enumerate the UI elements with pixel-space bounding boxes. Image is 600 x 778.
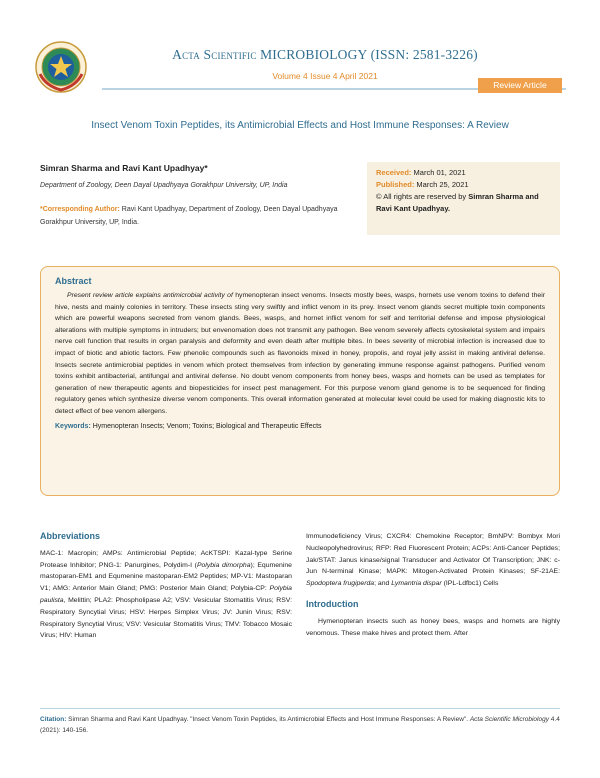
left-column: [40, 531, 292, 642]
corresponding-author: [40, 203, 360, 229]
published-value: March 25, 2021: [414, 180, 469, 189]
abbr-cont-c: (IPL-Ldfbc1) Cells: [441, 580, 499, 588]
abbr-part-c: , Melittin; PLA2: Phospholipase A2; VSV: Vesicular Stomatitis Virus; RSV: Respiratory Syncytial Virus; HSV: Herpes Simplex Virus; JV: Junin Virus; RSV: Respiratory Syncytial Virus; VSV: Vesicular Stomatitis Virus; TMV: Tobacco Mosaic Virus; HIV: Human: [40, 596, 292, 640]
article-dates-box: [367, 162, 560, 235]
author-affiliation: Department of Zoology, Deen Dayal Upadhyaya Gorakhpur University, UP, India: [40, 182, 288, 189]
copyright-holder: Simran Sharma and Ravi Kant Upadhyay.: [376, 192, 539, 213]
abbr-cont-b: ; and: [374, 580, 392, 588]
article-type-badge: Review Article: [478, 78, 562, 93]
abstract-body: hymenopteran insect venoms. Insects mostly bees, wasps, hornets use venom toxins to defend their hive, nests and mainly colonies in territory. These insects sting very swiftly and inflict venom in its prey. Insect venom glands secret multiple toxin components which are powerful weapons secreted from venom glands. Bees, wasps, and hornet inflict venom for self and territorial defense and impose physiological alterations with multiple symptoms in intruders; but envenomation does not transmit any pathogen. Bee venom severely affects cytoskeletal system and impairs nerve cell function that results in organ paralysis and deformity and even death after multiple bites. In bees severity of microbial infection is increased due to impact of biotic and abiotic factors. Few phenolic compounds such as flavonoids mixed in honey, propolis, and royal jelly assist in making antiviral defense. Insects secrete antimicrobial peptides in venom which protect themselves from infection by generating immune response against pathogens. Purified venom toxins exhibit antibacterial, antifungal and antiviral defense. No doubt venom components from honey bees, wasps and hornets can be used as templates for generation of new therapeutic agents and biopesticides for insect pest management. For this purpose venom gland genome is to be sequenced for finding regulatory genes which synthesize diverse venom components. This overall information generated at molecular level could be used for making diagnostic kits to detect effect of bee venom allergens.: [55, 292, 545, 415]
citation: [40, 714, 560, 736]
abbr-part-a: MAC-1: Macropin; AMPs: Antimicrobial Peptide; AcKTSPI: Kazal-type Serine Protease Inhibitor; PNG-1: Panurgines, Polydim-I (: [40, 549, 292, 569]
citation-tail: 4.4 (2021): 140-156.: [40, 716, 560, 734]
abbreviations-text: [40, 548, 292, 642]
journal-title: Acta Scientific MICROBIOLOGY (ISSN: 2581-3226): [172, 47, 478, 62]
keywords-value: Hymenopteran Insects; Venom; Toxins; Biological and Therapeutic Effects: [90, 422, 322, 430]
citation-text: Simran Sharma and Ravi Kant Upadhyay. "Insect Venom Toxin Peptides, its Antimicrobial Effects and Host Immune Responses: A Review".: [66, 716, 470, 723]
abbr-cont-a: Immunodeficiency Virus; CXCR4: Chemokine Receptor; BmNPV: Bombyx Mori Nucleopolyhedrovirus; RFP: Red Fluorescent Protein; ACPs: Anti-Cancer Peptides; Jak/STAT: Janus kinase/signal Transducer and Activator Of Transcription; JNK: c-Jun N-terminal Kinase; MAPK: Mitogen-Activated Protein Kinases; SF-21AE:: [306, 533, 560, 576]
right-column: [306, 531, 560, 639]
abstract-box: [40, 266, 560, 496]
keywords: [55, 423, 545, 430]
journal-issue: Volume 4 Issue 4 April 2021: [272, 71, 378, 81]
received-value: March 01, 2021: [411, 168, 466, 177]
introduction-text: Hymenopteran insects such as honey bees, wasps and hornets are highly venomous. These make hives and protect them. After: [306, 617, 560, 637]
corresponding-author-text: Ravi Kant Upadhyay, Department of Zoology, Deen Dayal Upadhyaya Gorakhpur University, UP, India.: [40, 206, 338, 226]
published-label: Published:: [376, 180, 415, 189]
citation-journal: Acta Scientific Microbiology: [469, 716, 549, 723]
keywords-label: Keywords:: [55, 422, 91, 430]
journal-seal-icon: [34, 40, 88, 94]
abbr-cont-italic-a: Spodoptera frugiperda: [306, 580, 375, 588]
page-header: [0, 0, 600, 100]
footer-divider: [40, 708, 560, 709]
author-list: Simran Sharma and Ravi Kant Upadhyay*: [40, 163, 208, 173]
abstract-heading: Abstract: [55, 276, 92, 286]
introduction-heading: Introduction: [306, 598, 359, 609]
received-label: Received:: [376, 168, 412, 177]
abbr-part-b: ); Equmenine mastoparan-EM1 and Equmenine mastoparan-EM2 Peptides; MP-V1: Mastoparan V1; AMG: Anterior Main Gland; PMG: Posterior Main Gland; Polybia-CP:: [40, 561, 292, 593]
copyright-prefix: © All rights are reserved by: [376, 192, 469, 201]
abbr-italic-b: Polybia paulista: [40, 585, 292, 604]
citation-label: Citation:: [40, 716, 67, 723]
abstract-text: [55, 290, 545, 418]
article-title: Insect Venom Toxin Peptides, its Antimicrobial Effects and Host Immune Responses: A Review: [91, 120, 509, 131]
corresponding-author-label: *Corresponding Author:: [40, 206, 120, 213]
published-date: [376, 179, 551, 191]
abbreviations-continued: [306, 531, 560, 590]
received-date: [376, 167, 551, 179]
copyright-notice: [376, 191, 551, 215]
abbreviations-heading: Abbreviations: [40, 531, 101, 541]
abstract-lead: Present review article explains antimicrobial activity of: [67, 292, 236, 299]
abbr-cont-italic-b: Lymantria dispar: [391, 580, 442, 588]
abbr-italic-a: Polybia dimorpha: [196, 561, 251, 569]
